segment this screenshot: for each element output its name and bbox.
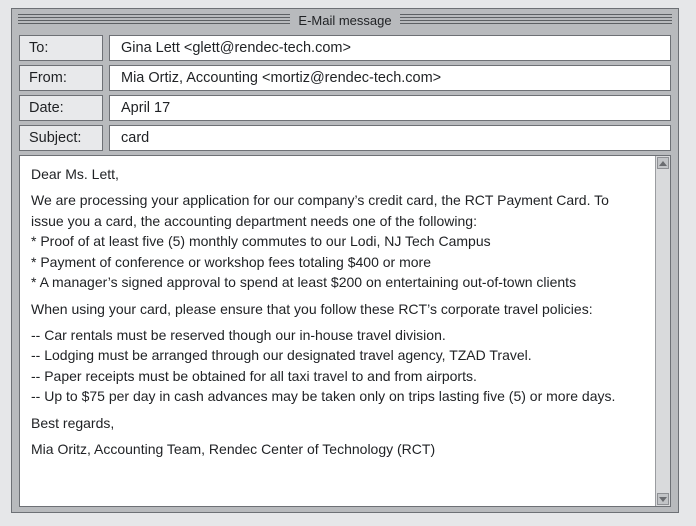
- to-row: [19, 35, 671, 61]
- policy-item: -- Car rentals must be reserved though our in-house travel division.: [31, 326, 446, 343]
- scroll-up-button[interactable]: [657, 157, 669, 169]
- arrow-down-icon: [659, 497, 667, 502]
- title-bar-stripes-left: [18, 14, 290, 26]
- title-bar[interactable]: [12, 9, 678, 31]
- date-label: Date:: [19, 95, 103, 121]
- policy-item: -- Lodging must be arranged through our designated travel agency, TZAD Travel.: [31, 347, 532, 364]
- window-title: E-Mail message: [298, 12, 392, 28]
- requirement-item: * A manager’s signed approval to spend at least $200 on entertaining out-of-town clients: [31, 274, 577, 291]
- requirement-item: * Proof of at least five (5) monthly commutes to our Lodi, NJ Tech Campus: [31, 233, 491, 250]
- arrow-up-icon: [659, 161, 667, 166]
- subject-field[interactable]: card: [109, 125, 671, 151]
- title-bar-stripes-right: [400, 14, 672, 26]
- email-window: [11, 8, 679, 513]
- vertical-scrollbar[interactable]: [655, 156, 670, 506]
- from-row: [19, 65, 671, 91]
- message-text: [31, 164, 644, 459]
- intro-line: We are processing your application for our company’s credit card, the RCT Payment Card. To: [31, 192, 609, 209]
- from-label: From:: [19, 65, 103, 91]
- signature: Mia Oritz, Accounting Team, Rendec Center of Technology (RCT): [31, 440, 436, 457]
- to-label: To:: [19, 35, 103, 61]
- from-field[interactable]: Mia Ortiz, Accounting <mortiz@rendec-tech.com>: [109, 65, 671, 91]
- subject-label: Subject:: [19, 125, 103, 151]
- date-row: [19, 95, 671, 121]
- scroll-down-button[interactable]: [657, 493, 669, 505]
- policy-intro: When using your card, please ensure that you follow these RCT’s corporate travel policies:: [31, 300, 593, 317]
- date-field[interactable]: April 17: [109, 95, 671, 121]
- policy-item: -- Up to $75 per day in cash advances may be taken only on trips lasting five (5) or more days.: [31, 388, 616, 405]
- policy-item: -- Paper receipts must be obtained for all taxi travel to and from airports.: [31, 367, 477, 384]
- intro-line: issue you a card, the accounting department needs one of the following:: [31, 212, 477, 229]
- subject-row: [19, 125, 671, 151]
- requirement-item: * Payment of conference or workshop fees totaling $400 or more: [31, 253, 431, 270]
- message-body[interactable]: [19, 155, 671, 507]
- closing: Best regards,: [31, 414, 115, 431]
- to-field[interactable]: Gina Lett <glett@rendec-tech.com>: [109, 35, 671, 61]
- greeting: Dear Ms. Lett,: [31, 166, 119, 182]
